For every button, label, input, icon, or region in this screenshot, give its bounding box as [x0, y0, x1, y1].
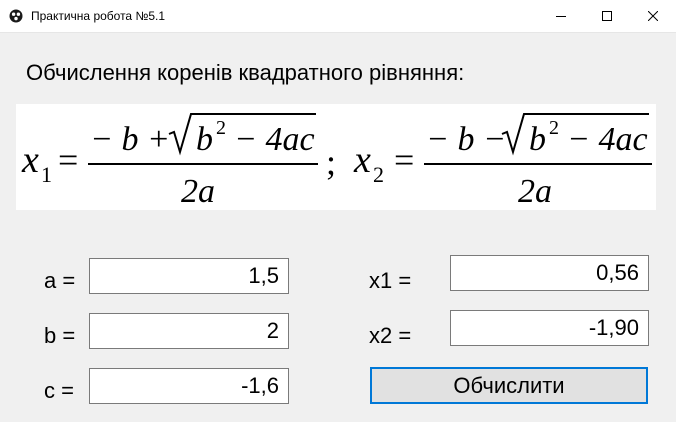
input-c[interactable] [89, 368, 289, 404]
close-button[interactable] [630, 0, 676, 32]
x2-radicand-exp: 2 [549, 117, 559, 139]
output-x1[interactable] [450, 255, 649, 291]
x1-numerator-prefix: − b + [90, 121, 170, 158]
x2-sub: 2 [373, 162, 384, 187]
x1-sub: 1 [41, 162, 52, 187]
window-title: Практична робота №5.1 [31, 9, 165, 23]
label-x2: x2 = [369, 323, 412, 348]
minimize-icon [556, 11, 566, 21]
maximize-button[interactable] [584, 0, 630, 32]
calculate-button[interactable]: Обчислити [370, 367, 648, 404]
x1-radicand-exp: 2 [216, 117, 226, 139]
x2-numerator-prefix: − b − [426, 121, 506, 158]
minimize-button[interactable] [538, 0, 584, 32]
input-b[interactable] [89, 313, 289, 349]
page-heading: Обчислення коренів квадратного рівняння: [26, 60, 465, 85]
close-icon [648, 11, 658, 21]
label-c: c = [44, 378, 74, 403]
x1-equals: = [58, 140, 79, 180]
label-x1: x1 = [369, 268, 412, 293]
x2-denominator: 2a [518, 173, 552, 210]
output-x2[interactable] [450, 310, 649, 346]
maximize-icon [602, 11, 612, 21]
formula-image [16, 104, 656, 210]
x1-var: x [22, 139, 39, 181]
label-b: b = [44, 323, 76, 348]
title-bar [0, 0, 676, 33]
input-a[interactable] [89, 258, 289, 294]
app-icon[interactable] [9, 9, 23, 23]
x2-radicand-rest: − 4ac [567, 121, 648, 158]
x1-radicand-base: b [196, 121, 213, 158]
x2-radicand-base: b [529, 121, 546, 158]
x1-denominator: 2a [181, 173, 215, 210]
x1-radicand-rest: − 4ac [234, 121, 315, 158]
formula-separator: ; [326, 142, 337, 182]
label-a: a = [44, 268, 76, 293]
x2-equals: = [394, 140, 415, 180]
x2-var: x [354, 139, 371, 181]
